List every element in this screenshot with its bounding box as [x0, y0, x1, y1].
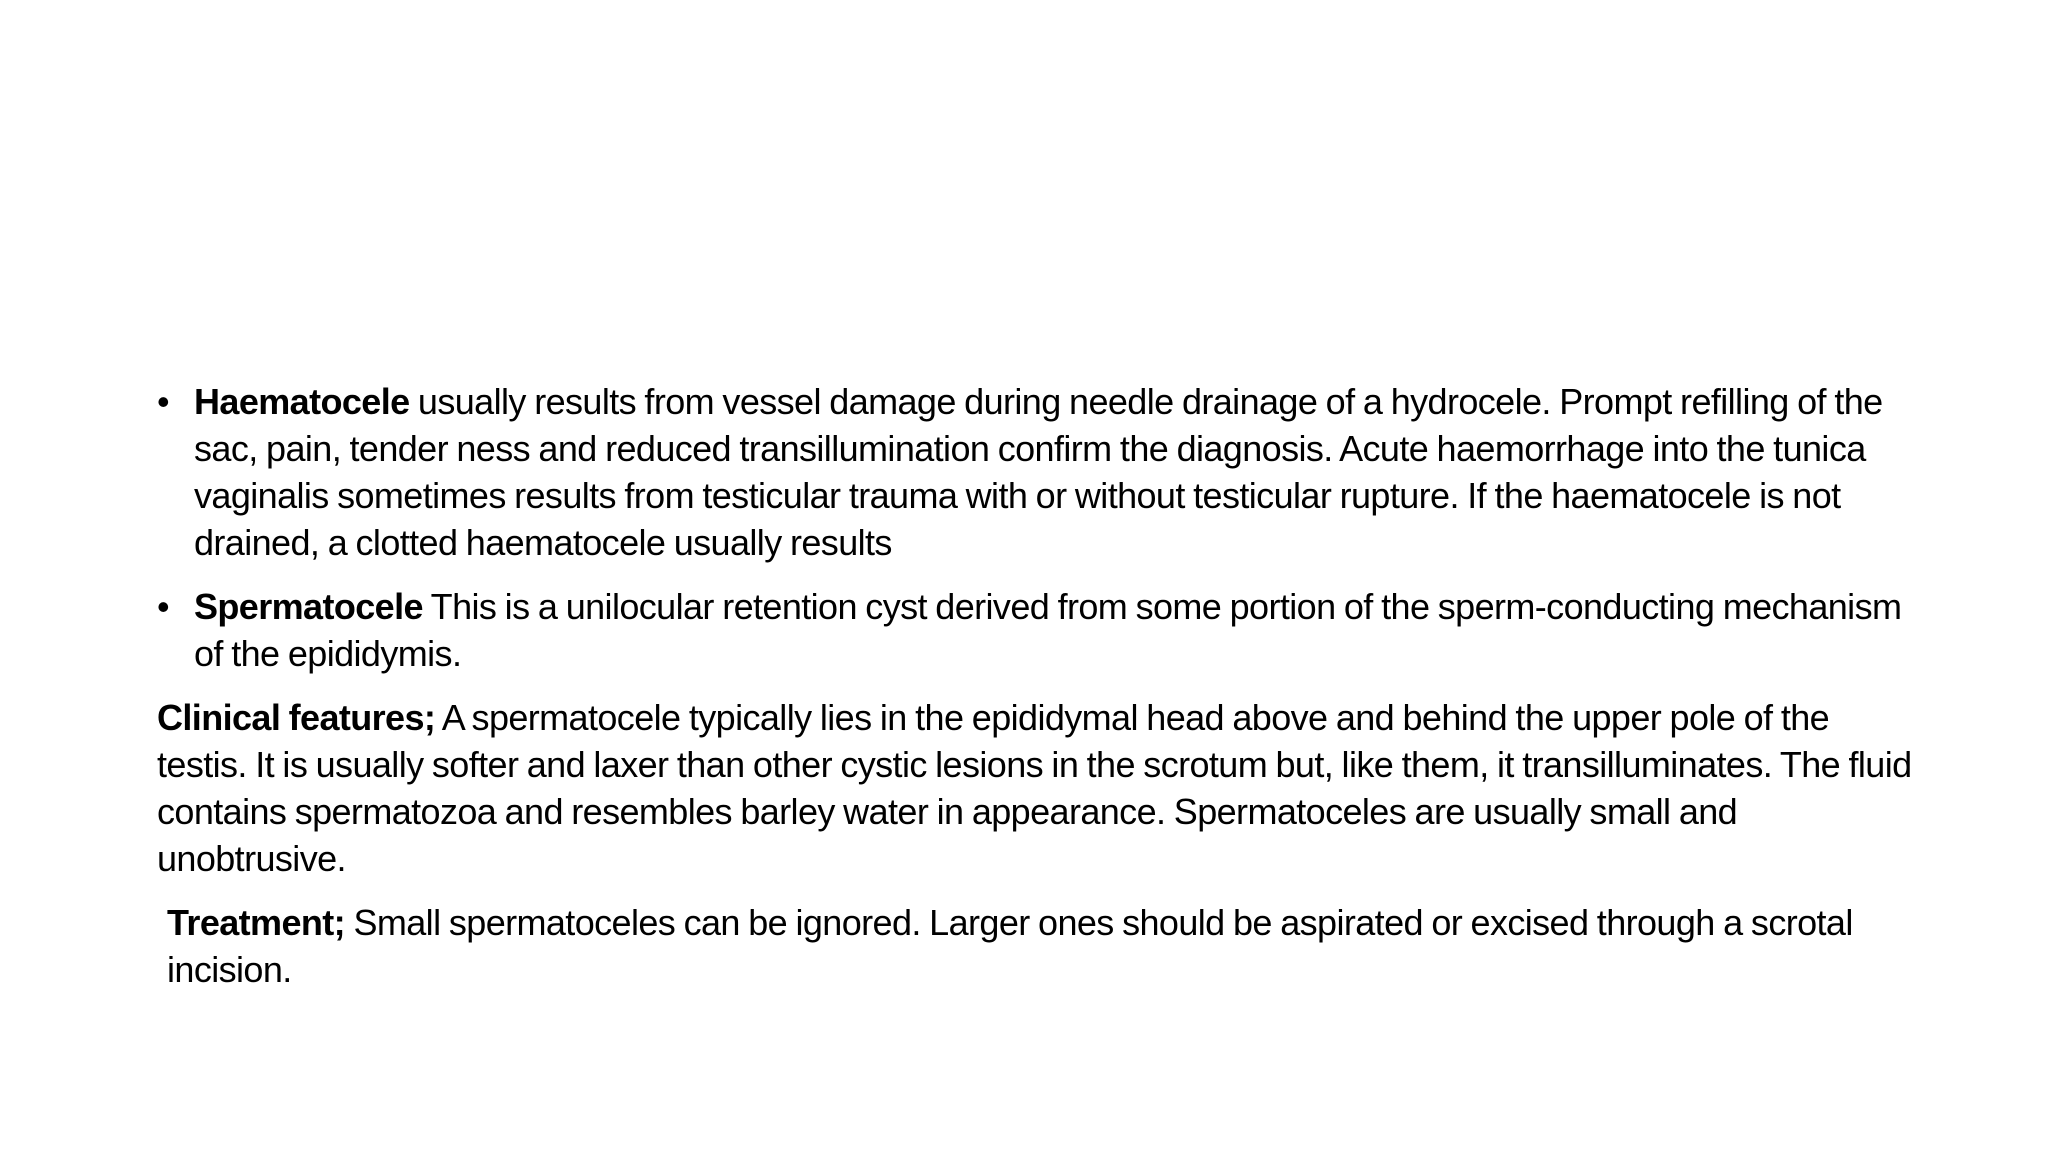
term-spermatocele: Spermatocele	[194, 586, 423, 627]
slide-body	[157, 378, 1917, 1010]
bullet-marker: •	[157, 381, 170, 422]
paragraph-treatment	[157, 899, 1917, 993]
clinical-features-text: A spermatocele typically lies in the epididymal head above and behind the upper pole of the testis. It is usually softer and laxer than other cystic lesions in the scrotum but, like them, it transilluminates. The fluid contains spermatozoa and resembles barley water in appearance. Spermatoceles are usually small and unobtrusive.	[157, 697, 1912, 879]
bullet-spermatocele	[157, 583, 1917, 677]
paragraph-clinical-features	[157, 694, 1917, 882]
treatment-text: Small spermatoceles can be ignored. Larger ones should be aspirated or excised through a scrotal incision.	[167, 902, 1853, 990]
bullet-marker: •	[157, 586, 170, 627]
haematocele-text: usually results from vessel damage during needle drainage of a hydrocele. Prompt refilling of the sac, pain, tender ness and reduced transillumination confirm the diagnosis. Acute haemorrhage into the tunica vaginalis sometimes results from testicular trauma with or without testicular rupture. If the haematocele is not drained, a clotted haematocele usually results	[194, 381, 1883, 563]
term-treatment: Treatment;	[167, 902, 346, 943]
term-haematocele: Haematocele	[194, 381, 410, 422]
term-clinical-features: Clinical features;	[157, 697, 436, 738]
spermatocele-text: This is a unilocular retention cyst derived from some portion of the sperm-conducting mechanism of the epididymis.	[194, 586, 1902, 674]
bullet-haematocele	[157, 378, 1917, 566]
